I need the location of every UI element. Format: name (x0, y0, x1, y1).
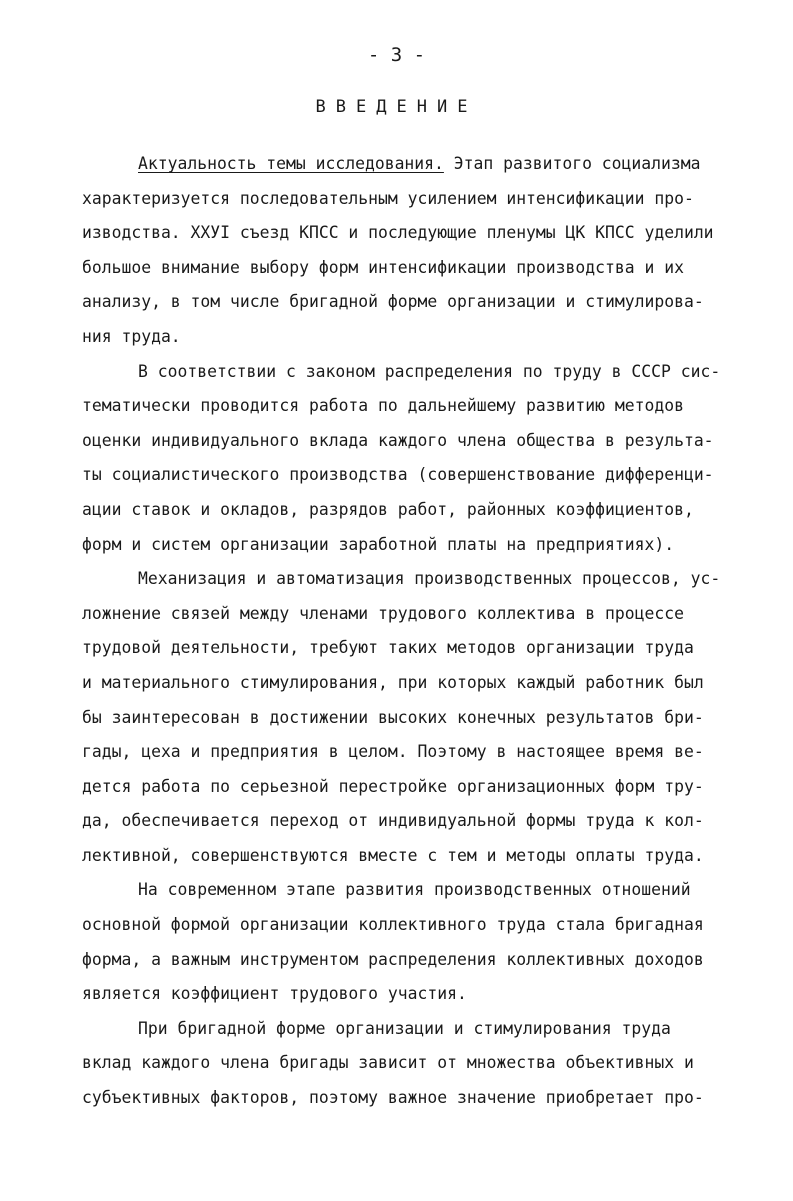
text-line: и материального стимулирования, при которых каждый работник был (82, 672, 704, 692)
text-line: На современном этапе развития производственных отношений (138, 880, 691, 900)
text-line: да, обеспечивается переход от индивидуальной формы труда к кол- (82, 811, 704, 831)
paragraph-lead: Актуальность темы исследования. (138, 154, 444, 173)
text-line: форма, а важным инструментом распределения коллективных доходов (82, 949, 704, 969)
text-line: является коэффициент трудового участия. (82, 984, 467, 1004)
text-line: гады, цеха и предприятия в целом. Поэтому в настоящее время ве- (82, 742, 704, 762)
text-line: оценки индивидуального вклада каждого члена общества в результа- (82, 430, 714, 450)
paragraph (82, 1012, 772, 1116)
text-line: Актуальность темы исследования. Этап развитого социализма (138, 154, 701, 173)
text-line: изводства. XXУI съезд КПСС и последующие пленумы ЦК КПСС уделили (82, 223, 714, 243)
text-line: лективной, совершенствуются вместе с тем и методы оплаты труда. (82, 845, 704, 865)
paragraph (82, 562, 772, 873)
text-line: ложнение связей между членами трудового коллектива в процессе (82, 603, 684, 623)
text-line: тематически проводится работа по дальнейшему развитию методов (82, 396, 684, 416)
text-line: ния труда. (82, 326, 181, 346)
text-line: трудовой деятельности, требуют таких методов организации труда (82, 638, 694, 658)
paragraph (82, 873, 772, 1011)
text-line: ты социалистического производства (совершенствование дифференци- (82, 465, 714, 485)
text-line: вклад каждого члена бригады зависит от множества объективных и (82, 1053, 694, 1073)
text-line: характеризуется последовательным усилением интенсификации про- (82, 188, 694, 208)
text-line: форм и систем организации заработной платы на предприятиях). (82, 534, 675, 554)
text-line: При бригадной форме организации и стимулирования труда (138, 1018, 671, 1038)
text-line: Механизация и автоматизация производственных процессов, ус- (138, 569, 721, 589)
paragraph (82, 147, 772, 355)
text-line: дется работа по серьезной перестройке организационных форм тру- (82, 776, 704, 796)
text-line: В соответствии с законом распределения по труду в СССР сис- (138, 361, 721, 381)
text-line: анализу, в том числе бригадной форме организации и стимулирова- (82, 292, 704, 312)
paragraph (82, 355, 772, 563)
text-line: ации ставок и окладов, разрядов работ, районных коэффициентов, (82, 499, 694, 519)
body-text (82, 147, 772, 1116)
page-number: - 3 - (367, 44, 426, 66)
text-line: большое внимание выбору форм интенсификации производства и их (82, 257, 684, 277)
text-line: бы заинтересован в достижении высоких конечных результатов бри- (82, 707, 704, 727)
text-line: основной формой организации коллективного труда стала бригадная (82, 915, 704, 935)
text-line: субъективных факторов, поэтому важное значение приобретает про- (82, 1088, 704, 1108)
section-heading: ВВЕДЕНИЕ (315, 97, 478, 117)
